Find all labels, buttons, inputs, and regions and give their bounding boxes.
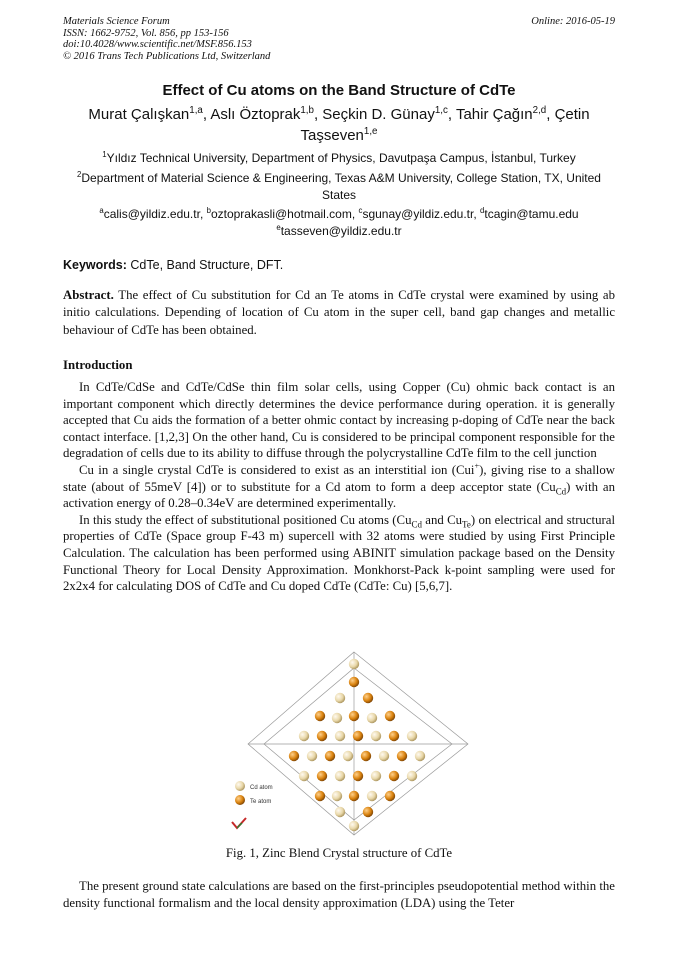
cd-atom — [332, 791, 342, 801]
keywords-label: Keywords: — [63, 258, 127, 272]
email[interactable]: $^b$oztoprakasli@hotmail.com — [206, 206, 352, 221]
figure-caption: Fig. 1, Zinc Blend Crystal structure of CdTe — [225, 846, 453, 860]
cd-atom — [343, 751, 353, 761]
cd-atom — [335, 771, 345, 781]
te-atom — [363, 693, 373, 703]
cd-atom — [379, 751, 389, 761]
figure-legend — [235, 781, 273, 805]
te-atom — [317, 771, 327, 781]
author-list: Murat Çalışkan$^{1,a}$, Aslı Öztoprak$^{1,b}$, Seçkin D. Günay$^{1,c}$, Tahir Çağın$^{2,d}$, Çetin Taşseven$^{1,e}$ — [88, 105, 590, 144]
online-date: Online: 2016-05-19 — [531, 16, 615, 27]
te-atom — [397, 751, 407, 761]
paragraph: In CdTe/CdSe and CdTe/CdSe thin film solar cells, using Copper (Cu) ohmic back contact is an important component which directly determines the device performance during operation. it is generally accepted that Cu aids the formation of a better ohmic contact by increasing p-doping of CdTe near the back contact interface. [1,2,3] On the other hand, Cu is considered to be principal component responsible for the degradation of cells due to its ability to diffuse through the polycrystalline CdTe film to the cell junction — [63, 380, 615, 461]
affiliation-2: $^2$Department of Material Science & Engineering, Texas A&M University, College Station, TX, United States — [77, 170, 601, 202]
paragraph: The present ground state calculations are based on the first-principles pseudopotential method within the density functional formalism and the local density approximation (LDA) using the Teter — [63, 879, 615, 910]
cd-atom — [415, 751, 425, 761]
abstract — [63, 287, 615, 339]
te-atom — [325, 751, 335, 761]
te-atom — [349, 791, 359, 801]
author: Aslı Öztoprak$^{1,b}$ — [210, 105, 314, 123]
abstract-text: The effect of Cu substitution for Cd an Te atoms in CdTe crystal were examined by using ab initio calculations. Depending of location of Cu atom in the super cell, band gap changes and metallic behaviour of CdTe has been obtained. — [63, 288, 615, 337]
cd-atom — [371, 731, 381, 741]
abstract-label: Abstract. — [63, 288, 114, 302]
cd-atom — [332, 713, 342, 723]
email[interactable]: $^c$sgunay@yildiz.edu.tr — [358, 206, 474, 221]
cd-atom — [335, 731, 345, 741]
te-atom — [353, 731, 363, 741]
cd-atom — [367, 791, 377, 801]
journal-issn: ISSN: 1662-9752, Vol. 856, pp 153-156 — [63, 27, 229, 39]
te-atom — [315, 711, 325, 721]
email[interactable]: $^d$tcagin@tamu.edu — [480, 206, 579, 221]
section-heading: Introduction — [63, 358, 133, 372]
cd-atom — [371, 771, 381, 781]
paragraph: Cu in a single crystal CdTe is considered to exist as an interstitial ion (Cui+), giving rise to a shallow state (about of 55meV [4]) or to substitute for a Cd atom to form a deep acceptor state $(Cu_{Cd})$ with an activation energy of 0.28–0.34eV are determined experimentally. — [63, 461, 615, 511]
te-atom — [315, 791, 325, 801]
cd-atom — [367, 713, 377, 723]
cd-atom — [407, 731, 417, 741]
te-atom — [289, 751, 299, 761]
paragraph: In this study the effect of substitutional positioned Cu atoms ($Cu_{Cd}$ and $Cu_{Te}$) on electrical and structural properties of CdTe (Space group F-43 m) supercell with 32 atoms were studied by using First Principle Calculation. The calculation has been performed using ABINIT simulation package based on the Density Functional Theory for Local Density Approximation. Monkhorst-Pack k-point sampling were used for 2x2x4 for calculating DOS of CdTe and Cu doped CdTe (CdTe: Cu) [5,6,7]. — [63, 512, 615, 594]
author: Murat Çalışkan$^{1,a}$ — [88, 105, 203, 123]
cd-atom — [307, 751, 317, 761]
journal-header — [63, 16, 270, 62]
te-atom — [363, 807, 373, 817]
legend-te-swatch — [235, 795, 245, 805]
author: Tahir Çağın$^{2,d}$ — [455, 105, 547, 123]
legend-cd-label: Cd atom — [250, 785, 273, 791]
atom-lattice — [289, 659, 425, 831]
legend-cd-swatch — [235, 781, 245, 791]
cd-atom — [299, 731, 309, 741]
paper-title: Effect of Cu atoms on the Band Structure of CdTe — [162, 82, 516, 99]
body-continuation — [63, 878, 615, 912]
cd-atom — [349, 659, 359, 669]
journal-doi: doi:10.4028/www.scientific.net/MSF.856.153 — [63, 39, 252, 50]
keywords-text: CdTe, Band Structure, DFT. — [130, 258, 284, 272]
introduction-body — [63, 379, 615, 595]
te-atom — [349, 711, 359, 721]
crystal-structure-figure — [220, 650, 490, 840]
email[interactable]: $^a$calis@yildiz.edu.tr — [99, 206, 200, 221]
te-atom — [353, 771, 363, 781]
cd-atom — [335, 807, 345, 817]
te-atom — [361, 751, 371, 761]
axis-icon — [232, 818, 246, 828]
te-atom — [389, 771, 399, 781]
cd-atom — [407, 771, 417, 781]
legend-te-label: Te atom — [250, 799, 272, 805]
te-atom — [349, 677, 359, 687]
keywords — [63, 258, 283, 272]
journal-name: Materials Science Forum — [63, 16, 170, 27]
author: Çetin Taşseven$^{1,e}$ — [300, 106, 590, 144]
author: Seçkin D. Günay$^{1,c}$ — [322, 105, 448, 123]
te-atom — [385, 791, 395, 801]
affiliation-1: $^1$Yıldız Technical University, Department of Physics, Davutpaşa Campus, İstanbul, Turkey — [102, 150, 576, 165]
cd-atom — [349, 821, 359, 831]
te-atom — [385, 711, 395, 721]
cd-atom — [299, 771, 309, 781]
email[interactable]: $^e$tasseven@yildiz.edu.tr — [276, 223, 402, 238]
journal-copyright: © 2016 Trans Tech Publications Ltd, Switzerland — [63, 50, 271, 62]
te-atom — [317, 731, 327, 741]
email-list: $^a$calis@yildiz.edu.tr, $^b$oztoprakasli@hotmail.com, $^c$sgunay@yildiz.edu.tr, $^d$tcagin@tamu.edu $^e$tasseven@yildiz.edu.tr — [99, 206, 579, 238]
cd-atom — [335, 693, 345, 703]
te-atom — [389, 731, 399, 741]
